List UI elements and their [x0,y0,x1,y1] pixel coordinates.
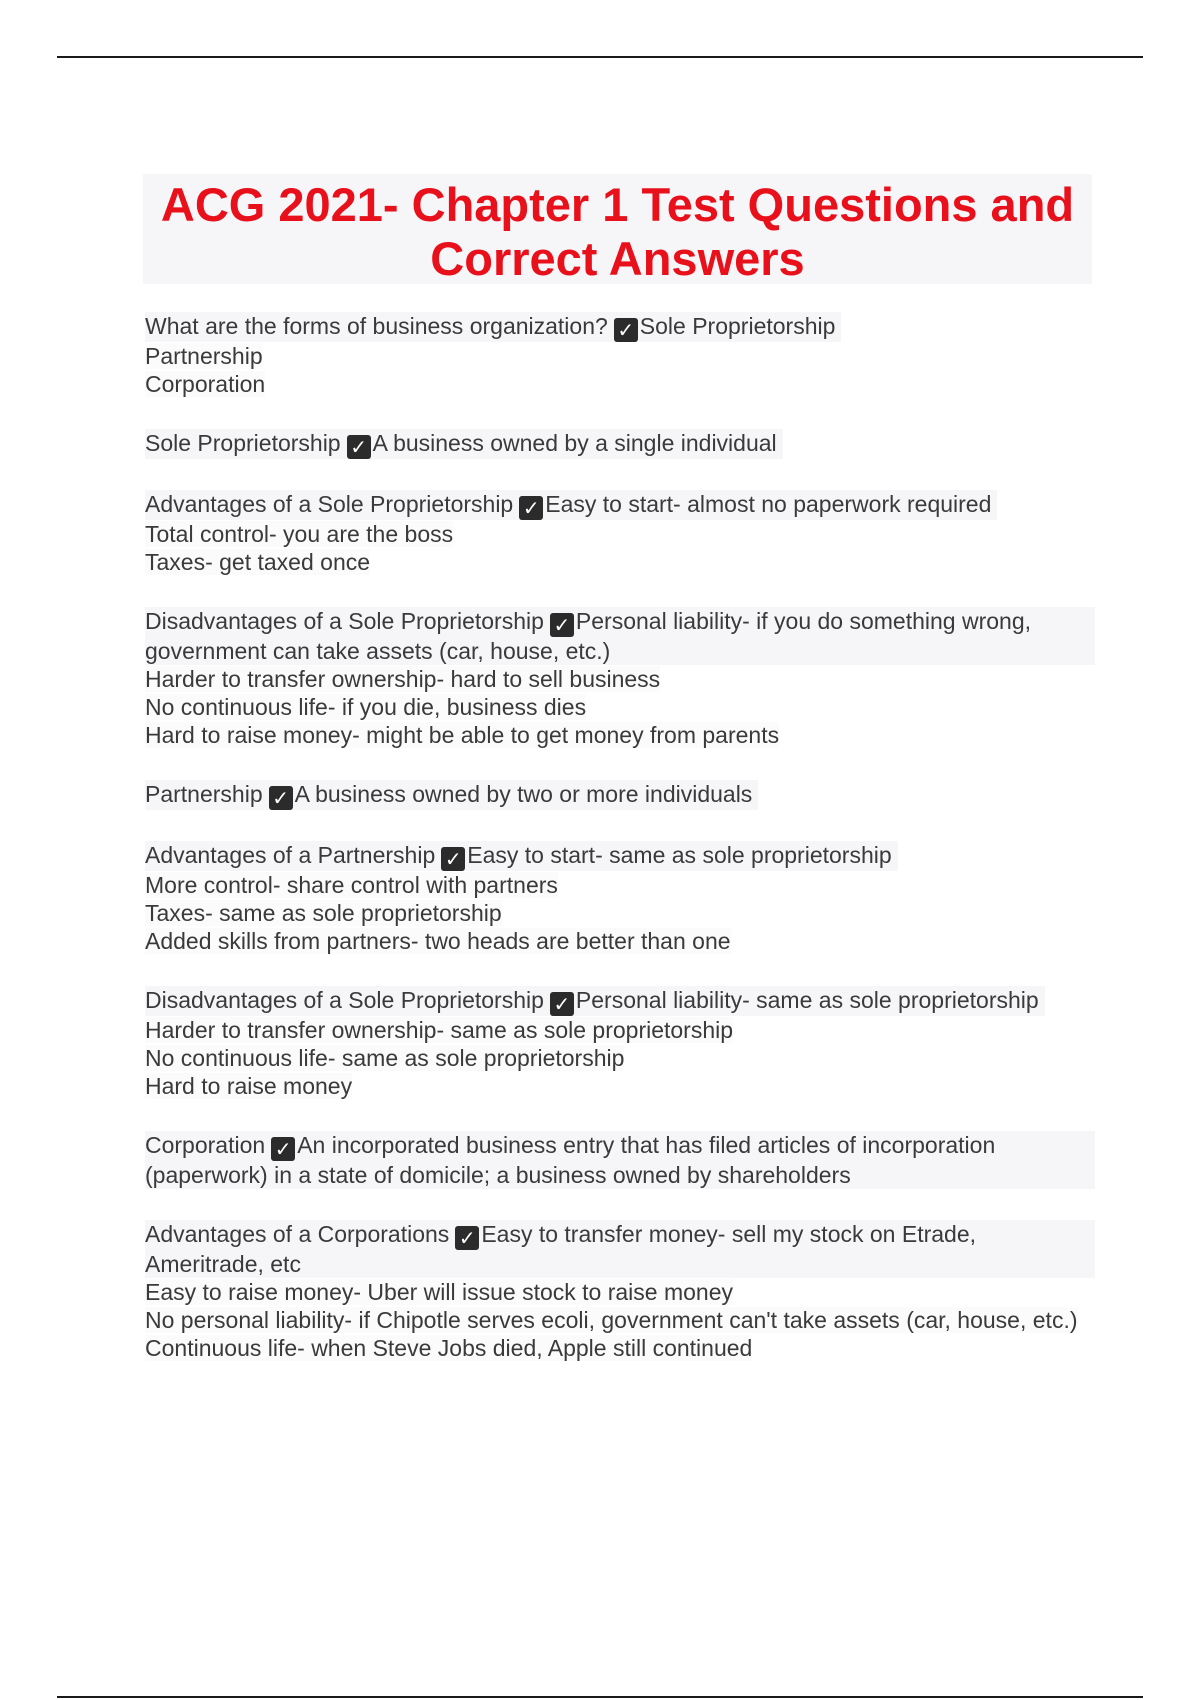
flashcard-entry [145,429,1095,459]
flashcard-term: What are the forms of business organization? [145,313,608,339]
flashcard-entry [145,490,1095,576]
checkmark-icon: ✓ [455,1226,479,1250]
flashcard-answer: Easy to transfer money- sell my stock on Etrade, Ameritrade, etc [145,1221,977,1277]
flashcard-answer: A business owned by two or more individuals [294,781,753,807]
checkmark-icon: ✓ [614,318,638,342]
flashcard-term: Advantages of a Corporations [145,1221,450,1247]
flashcard-answer: An incorporated business entry that has filed articles of incorporation (paperwork) in a state of domicile; a business owned by shareholders [145,1132,996,1188]
flashcard-term: Partnership [145,781,263,807]
flashcard-answer-line [145,665,1095,693]
flashcard-answer: Personal liability- if you do something wrong, government can take assets (car, house, etc.) [145,608,1032,664]
flashcard-term: Disadvantages of a Sole Proprietorship [145,987,544,1013]
checkmark-icon: ✓ [347,435,371,459]
flashcard-answer-line [145,871,1095,899]
flashcard-answer-line [145,1334,1095,1362]
flashcard-answer-line [145,370,1095,398]
flashcard-answer-line [145,1016,1095,1044]
title-banner [143,174,1092,284]
flashcard-answer-line-text: Hard to raise money [145,1073,353,1099]
flashcard-answer-line-text: No continuous life- same as sole proprietorship [145,1045,625,1071]
flashcard-answer-line [145,1044,1095,1072]
flashcard-answer-line-text: Partnership [145,343,263,369]
flashcard-answer-line [145,520,1095,548]
flashcard-answer-line-text: No personal liability- if Chipotle serves ecoli, government can't take assets (car, house, etc.) [145,1307,1078,1333]
flashcard-answer-line-text: Hard to raise money- might be able to get money from parents [145,722,780,748]
flashcard-answer-line [145,693,1095,721]
flashcard-answer-line-text: Harder to transfer ownership- hard to sell business [145,666,661,692]
flashcard-entry [145,607,1095,749]
flashcard-answer: A business owned by a single individual [372,430,777,456]
top-rule [57,56,1143,58]
checkmark-icon: ✓ [269,786,293,810]
title-line-1: ACG 2021- Chapter 1 Test Questions and [160,178,1075,231]
flashcard-first-line [145,1220,1095,1278]
checkmark-icon: ✓ [271,1137,295,1161]
flashcard-first-line [145,780,758,810]
flashcard-answer-line [145,1306,1095,1334]
flashcard-answer-line [145,1278,1095,1306]
flashcard-term: Advantages of a Partnership [145,842,436,868]
flashcard-answer: Easy to start- same as sole proprietorship [467,842,892,868]
flashcard-answer-line [145,721,1095,749]
flashcard-answer-line-text: Corporation [145,371,266,397]
flashcard-answer-line-text: No continuous life- if you die, business dies [145,694,587,720]
flashcard-term: Corporation [145,1132,266,1158]
flashcard-answer-line [145,927,1095,955]
flashcard-entry [145,986,1095,1100]
flashcard-list [145,312,1095,1393]
flashcard-entry [145,1220,1095,1362]
flashcard-first-line [145,429,783,459]
document-title [143,174,1092,286]
flashcard-entry [145,780,1095,810]
flashcard-first-line [145,1131,1095,1189]
flashcard-answer-line-text: Harder to transfer ownership- same as sole proprietorship [145,1017,734,1043]
flashcard-answer-line [145,342,1095,370]
flashcard-term: Advantages of a Sole Proprietorship [145,491,514,517]
checkmark-icon: ✓ [550,992,574,1016]
title-line-2: Correct Answers [430,232,805,285]
flashcard-first-line [145,986,1045,1016]
flashcard-answer-line [145,899,1095,927]
flashcard-first-line [145,841,898,871]
flashcard-first-line [145,490,997,520]
bottom-rule [57,1696,1143,1698]
flashcard-entry [145,1131,1095,1189]
flashcard-term: Sole Proprietorship [145,430,341,456]
flashcard-answer-line-text: Taxes- same as sole proprietorship [145,900,502,926]
flashcard-answer-line [145,548,1095,576]
flashcard-answer-line-text: More control- share control with partners [145,872,558,898]
flashcard-answer-line-text: Easy to raise money- Uber will issue stock to raise money [145,1279,733,1305]
flashcard-entry [145,841,1095,955]
flashcard-first-line [145,607,1095,665]
flashcard-answer-line-text: Total control- you are the boss [145,521,454,547]
flashcard-answer-line [145,1072,1095,1100]
flashcard-term: Disadvantages of a Sole Proprietorship [145,608,544,634]
flashcard-first-line [145,312,841,342]
flashcard-answer-line-text: Taxes- get taxed once [145,549,371,575]
flashcard-answer: Easy to start- almost no paperwork required [545,491,992,517]
checkmark-icon: ✓ [519,496,543,520]
flashcard-answer: Sole Proprietorship [639,313,836,339]
flashcard-answer-line-text: Continuous life- when Steve Jobs died, Apple still continued [145,1335,753,1361]
flashcard-entry [145,312,1095,398]
flashcard-answer: Personal liability- same as sole proprietorship [575,987,1039,1013]
checkmark-icon: ✓ [550,613,574,637]
checkmark-icon: ✓ [441,847,465,871]
flashcard-answer-line-text: Added skills from partners- two heads are better than one [145,928,731,954]
